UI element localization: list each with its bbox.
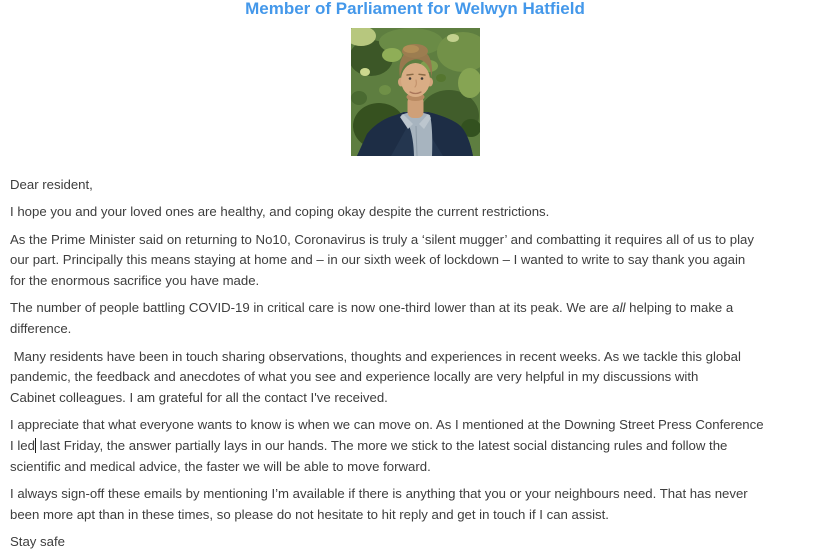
- paragraph-line: [10, 319, 820, 340]
- paragraph-line: [10, 532, 820, 553]
- text-segment: I appreciate that what everyone wants to know is when we can move on. As I mentioned at the Downing Street Press Conference: [10, 417, 764, 433]
- paragraph: [10, 175, 820, 196]
- page-title: Member of Parliament for Welwyn Hatfield: [245, 0, 585, 18]
- paragraph-line: [10, 271, 820, 292]
- paragraph-line: [10, 415, 820, 436]
- paragraph-line: [10, 388, 820, 409]
- mp-portrait-photo: [351, 28, 480, 156]
- text-segment: helping to make a: [625, 300, 734, 316]
- text-segment: Dear resident,: [10, 177, 93, 192]
- text-segment: Cabinet colleagues. I am grateful for all the contact I've received.: [10, 390, 388, 406]
- emphasized-text: all: [612, 300, 626, 316]
- paragraph-line: [10, 202, 820, 223]
- paragraph-line: [10, 457, 820, 478]
- paragraph: [10, 415, 820, 477]
- text-segment: for the enormous sacrifice you have made.: [10, 273, 260, 289]
- text-segment: difference.: [10, 321, 72, 337]
- paragraph-line: [10, 436, 820, 457]
- text-segment: our part. Principally this means staying at home and – in our sixth week of lockdown – I wanted to write to say thank you again: [10, 252, 746, 268]
- paragraph-line: [10, 347, 820, 368]
- text-segment: I always sign-off these emails by mentioning I’m available if there is anything that you or your neighbours need. That has never: [10, 486, 748, 502]
- text-segment: Many residents have been in touch sharing observations, thoughts and experiences in recent weeks. As we tackle this global: [10, 348, 741, 364]
- paragraph-line: [10, 298, 820, 319]
- paragraph: [10, 298, 820, 340]
- paragraph: [10, 202, 820, 223]
- paragraph-line: [10, 175, 820, 196]
- text-segment: I hope you and your loved ones are healthy, and coping okay despite the current restrictions.: [10, 204, 550, 220]
- text-segment: last Friday, the answer partially lays in our hands. The more we stick to the latest social distancing rules and follow the: [35, 438, 728, 454]
- paragraph: [10, 484, 820, 526]
- letter-body: [10, 175, 820, 553]
- text-segment: scientific and medical advice, the faster we will be able to move forward.: [10, 459, 431, 475]
- paragraph-line: [10, 250, 820, 271]
- text-segment: I led: [10, 438, 35, 454]
- paragraph-line: [10, 367, 820, 388]
- paragraph: [10, 532, 820, 553]
- paragraph-line: [10, 505, 820, 526]
- text-segment: Stay safe: [10, 534, 65, 550]
- photo-container: [0, 28, 830, 156]
- text-segment: The number of people battling COVID-19 in critical care is now one-third lower than at its peak. We are: [10, 300, 613, 316]
- paragraph-line: [10, 484, 820, 505]
- text-segment: been more apt than in these times, so please do not hesitate to hit reply and get in touch if I can assist.: [10, 507, 609, 523]
- paragraph: [10, 230, 820, 292]
- text-segment: pandemic, the feedback and anecdotes of what you see and experience locally are very helpful in my discussions with: [10, 369, 699, 385]
- paragraph: [10, 347, 820, 409]
- paragraph-line: [10, 230, 820, 251]
- text-segment: As the Prime Minister said on returning to No10, Coronavirus is truly a ‘silent mugger’ and combatting it requires all of us to play: [10, 231, 754, 247]
